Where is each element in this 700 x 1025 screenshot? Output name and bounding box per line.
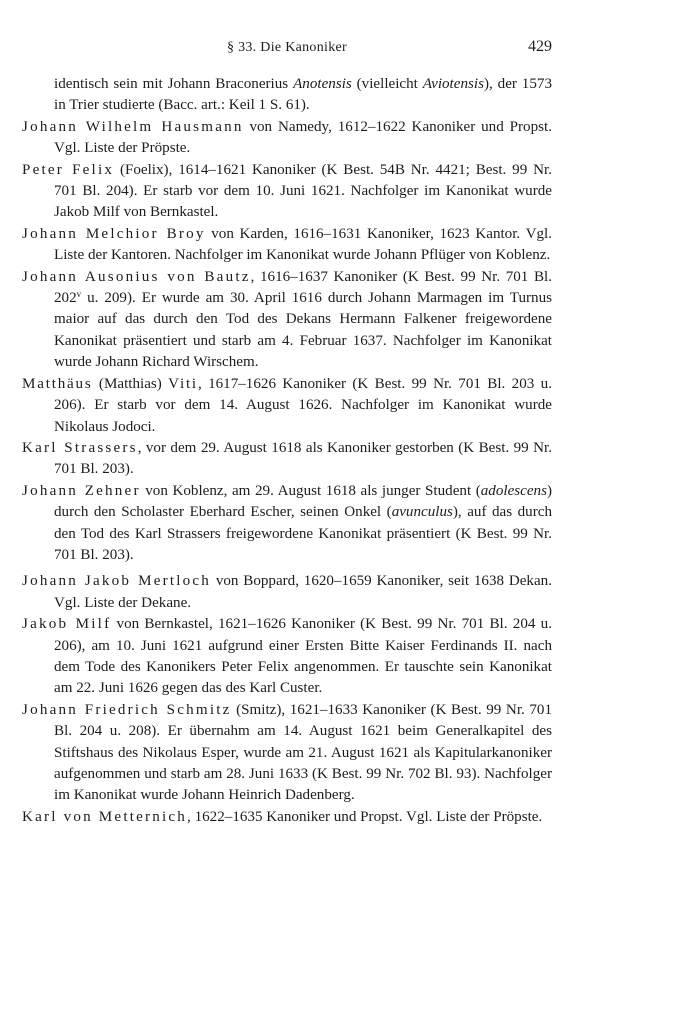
entry-text: , vor dem 29. August 1618 als Kanoniker gestorben (K Best. 99 Nr. 701 Bl. 203).	[54, 439, 553, 478]
person-name: Johann Zehner	[22, 482, 141, 499]
entry-continuation	[22, 74, 552, 117]
page-number: 429	[528, 38, 552, 55]
entry-text: (Matthias)	[92, 375, 169, 392]
person-name: Johann Jakob Mertloch	[22, 573, 212, 590]
running-title: § 33. Die Kanoniker	[226, 40, 347, 55]
italic-term: Anotensis	[293, 76, 352, 92]
entry-text: , 1622–1635 Kanoniker und Propst. Vgl. Liste der Pröpste.	[187, 808, 543, 825]
entry-zehner	[22, 481, 552, 567]
entry-mertloch	[22, 571, 552, 614]
person-name: Matthäus	[22, 375, 93, 392]
entry-strassers	[22, 438, 552, 481]
italic-term: avunculus	[391, 504, 453, 521]
person-name: Johann Wilhelm Hausmann	[22, 118, 244, 135]
entry-text: ), auf das durch den Tod des Karl Strassers freigewordene Kanonikat präsentiert (K Best. 99 Nr. 701 Bl. 203).	[54, 504, 553, 563]
person-name: Johann Friedrich Schmitz	[22, 701, 232, 718]
entry-hausmann	[22, 117, 552, 160]
entry-milf	[22, 614, 552, 700]
body-text	[22, 74, 552, 828]
entry-text: von Bernkastel, 1621–1626 Kanoniker (K Best. 99 Nr. 701 Bl. 204 u. 206), am 10. Juni 1621 aufgrund einer Ersten Bitte Kaiser Ferdinands II. nach dem Tode des Kanonikers Peter Felix angenommen. Er tauschte sein Kanonikat am 22. Juni 1626 gegen das des Karl Custer.	[54, 616, 552, 697]
person-name: Johann Ausonius von Bautz	[22, 268, 251, 285]
entry-text: ) durch den Scholaster Eberhard Escher, seinen Onkel (	[54, 482, 553, 521]
entry-felix	[22, 160, 552, 224]
person-name: Peter Felix	[22, 161, 115, 178]
text-run: ), der 1573 in Trier studierte (Bacc. art.: Keil 1 S. 61).	[54, 76, 552, 114]
italic-term: Aviotensis	[422, 76, 484, 92]
italic-term: adolescens	[480, 482, 547, 499]
entry-text: u. 209). Er wurde am 30. April 1616 durch Johann Marmagen im Turnus maior auf das durch den Tod des Dekans Hermann Falkener freigewordene Kanonikat präsentiert und starb am 4. Februar 1637. Nachfolger im Kanonikat wurde Johann Richard Wirschem.	[54, 290, 552, 371]
text-run: (vielleicht	[351, 76, 423, 92]
text-run: identisch sein mit Johann Braconerius	[54, 76, 294, 92]
entry-text: von Karden, 1616–1631 Kanoniker, 1623 Kantor. Vgl. Liste der Kantoren. Nachfolger im Kanonikat wurde Johann Pflüger von Koblenz.	[54, 225, 552, 264]
entry-text: von Koblenz, am 29. August 1618 als junger Student (	[140, 482, 481, 499]
entry-viti	[22, 374, 552, 438]
entry-text: , 1616–1637 Kanoniker (K Best. 99 Nr. 701 Bl. 202	[54, 268, 552, 307]
page-header	[22, 40, 552, 60]
entry-metternich	[22, 807, 552, 828]
person-name: Karl Strassers	[22, 439, 138, 456]
entry-broy	[22, 224, 552, 267]
entry-text: (Foelix), 1614–1621 Kanoniker (K Best. 54B Nr. 4421; Best. 99 Nr. 701 Bl. 204). Er starb vor dem 10. Juni 1621. Nachfolger im Kanonikat wurde Jakob Milf von Bernkastel.	[54, 161, 552, 221]
entry-bautz	[22, 267, 552, 374]
person-name: Johann Melchior Broy	[22, 225, 206, 242]
person-name: Jakob Milf	[22, 616, 112, 633]
entry-text: von Boppard, 1620–1659 Kanoniker, seit 1638 Dekan. Vgl. Liste der Dekane.	[54, 573, 552, 611]
person-name: Karl von Metternich	[22, 808, 188, 825]
entry-text: , 1617–1626 Kanoniker (K Best. 99 Nr. 701 Bl. 203 u. 206). Er starb vor dem 14. August 1626. Nachfolger im Kanonikat wurde Nikolaus Jodoci.	[54, 375, 552, 435]
entry-text: von Namedy, 1612–1622 Kanoniker und Propst. Vgl. Liste der Pröpste.	[54, 118, 552, 157]
verso-superscript: v	[76, 289, 82, 300]
person-name: Viti	[168, 375, 198, 392]
entry-text: (Smitz), 1621–1633 Kanoniker (K Best. 99 Nr. 701 Bl. 204 u. 208). Er übernahm am 14. August 1621 beim Generalkapitel des Stiftshaus des Nikolaus Esper, wurde am 21. August 1621 als Kapitularkanoniker aufgenommen und starb am 28. Juni 1633 (K Best. 99 Nr. 702 Bl. 93). Nachfolger im Kanonikat wurde Johann Heinrich Dadenberg.	[54, 701, 553, 804]
entry-schmitz	[22, 700, 552, 807]
